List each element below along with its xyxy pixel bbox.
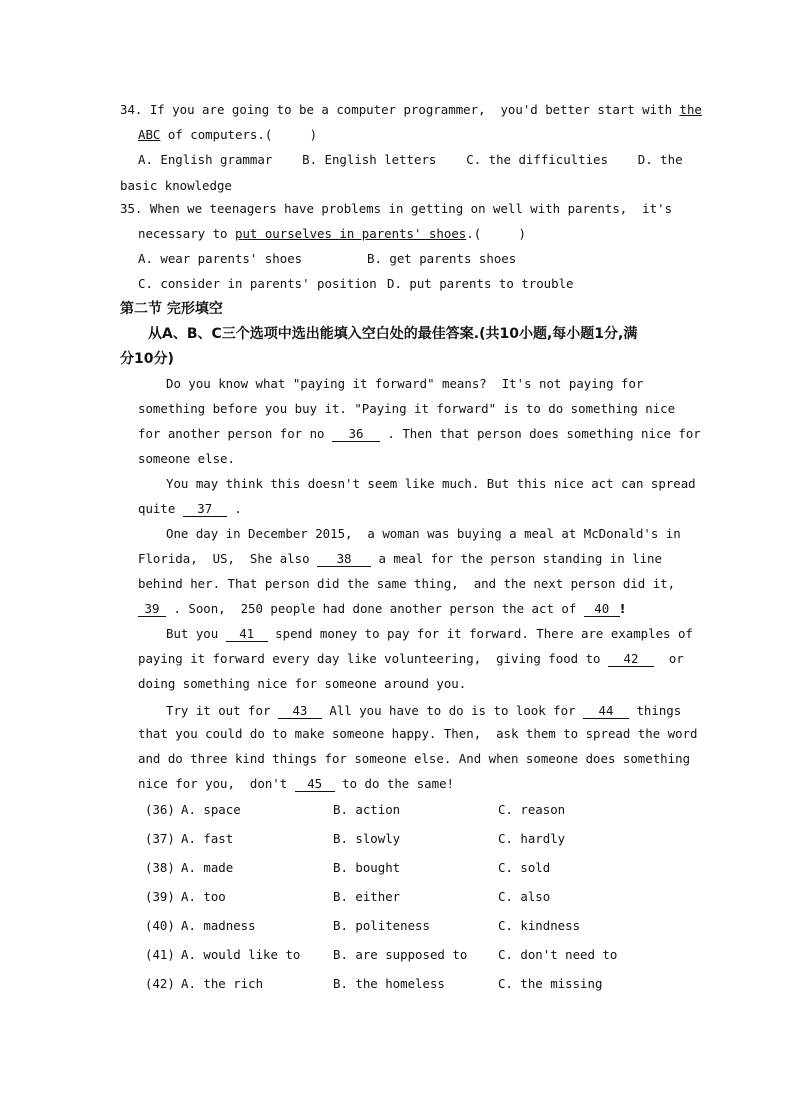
option-a: A. madness xyxy=(181,918,256,933)
option-b: B. the homeless xyxy=(333,976,445,991)
option-b: B. bought xyxy=(333,860,401,875)
option-c: C. hardly xyxy=(498,831,566,846)
option-c: C. kindness xyxy=(498,918,581,933)
q35-option-d: D. put parents to trouble xyxy=(387,276,574,291)
q35-option-c: C. consider in parents' position xyxy=(138,276,377,291)
option-c: C. also xyxy=(498,889,551,904)
passage-p5-line4: nice for you, don't 45 to do the same! xyxy=(138,776,455,791)
blank-41: 41 xyxy=(226,626,268,642)
q35-option-a: A. wear parents' shoes xyxy=(138,251,303,266)
passage-p4-line1: But you 41 spend money to pay for it forward. There are examples of xyxy=(166,626,693,641)
q34-underlined-phrase-cont: ABC xyxy=(138,127,161,142)
q35-underlined-phrase: put ourselves in parents' shoes xyxy=(234,226,467,241)
passage-p2-line1: You may think this doesn't seem like much. But this nice act can spread xyxy=(166,476,696,491)
option-number: (42) xyxy=(145,976,175,991)
passage-p3-line2: Florida, US, She also 38 a meal for the person standing in line xyxy=(138,551,662,566)
q34-stem-line2: ABC of computers.( ) xyxy=(138,127,318,142)
option-c: C. the missing xyxy=(498,976,603,991)
passage-p4-line2: paying it forward every day like volunteering, giving food to 42 or xyxy=(138,651,684,666)
option-number: (40) xyxy=(145,918,175,933)
passage-p1-line4: someone else. xyxy=(138,451,235,466)
option-a: A. made xyxy=(181,860,234,875)
passage-p1-line3: for another person for no 36 . Then that person does something nice for xyxy=(138,426,701,441)
option-b: B. either xyxy=(333,889,401,904)
q35-stem-line2: necessary to put ourselves in parents' shoes.( ) xyxy=(138,226,526,241)
option-a: A. too xyxy=(181,889,226,904)
option-a: A. space xyxy=(181,802,241,817)
option-a: A. the rich xyxy=(181,976,264,991)
blank-44: 44 xyxy=(583,703,629,719)
q34-stem-line1: 34. If you are going to be a computer programmer, you'd better start with the xyxy=(120,102,702,117)
passage-p3-line3: behind her. That person did the same thing, and the next person did it, xyxy=(138,576,676,591)
passage-p4-line3: doing something nice for someone around you. xyxy=(138,676,467,691)
blank-45: 45 xyxy=(295,776,335,792)
q34-options-cont: basic knowledge xyxy=(120,178,232,193)
option-b: B. slowly xyxy=(333,831,401,846)
option-c: C. don't need to xyxy=(498,947,618,962)
passage-p5-line3: and do three kind things for someone else. And when someone does something xyxy=(138,751,691,766)
option-number: (38) xyxy=(145,860,175,875)
passage-p3-line1: One day in December 2015, a woman was buying a meal at McDonald's in xyxy=(166,526,681,541)
passage-p3-line4: 39 . Soon, 250 people had done another person the act of 40 ! xyxy=(138,600,625,618)
option-number: (41) xyxy=(145,947,175,962)
section-instruction-cont: 分10分) xyxy=(120,351,174,367)
option-c: C. sold xyxy=(498,860,551,875)
blank-43: 43 xyxy=(278,703,322,719)
blank-39: 39 xyxy=(138,601,166,617)
option-number: (37) xyxy=(145,831,175,846)
option-b: B. are supposed to xyxy=(333,947,468,962)
passage-p5-line2: that you could do to make someone happy. Then, ask them to spread the word xyxy=(138,726,698,741)
option-b: B. politeness xyxy=(333,918,430,933)
blank-37: 37 xyxy=(183,501,227,517)
option-c: C. reason xyxy=(498,802,566,817)
q35-stem-line1: 35. When we teenagers have problems in getting on well with parents, it's xyxy=(120,201,673,216)
section-title: 第二节 完形填空 xyxy=(120,301,223,317)
passage-p5-line1: Try it out for 43 All you have to do is to look for 44 things xyxy=(166,703,682,718)
blank-36: 36 xyxy=(332,426,380,442)
passage-p1-line1: Do you know what "paying it forward" means? It's not paying for xyxy=(166,376,644,391)
blank-42: 42 xyxy=(608,651,654,667)
q35-option-b: B. get parents shoes xyxy=(367,251,517,266)
option-number: (36) xyxy=(145,802,175,817)
option-number: (39) xyxy=(145,889,175,904)
q34-underlined-phrase: the xyxy=(679,102,702,117)
blank-40: 40 xyxy=(584,601,620,617)
passage-p1-line2: something before you buy it. "Paying it forward" is to do something nice xyxy=(138,401,676,416)
option-a: A. fast xyxy=(181,831,234,846)
option-a: A. would like to xyxy=(181,947,301,962)
q34-options: A. English grammar B. English letters C. the difficulties D. the xyxy=(138,152,683,167)
option-b: B. action xyxy=(333,802,401,817)
passage-p2-line2: quite 37 . xyxy=(138,501,242,516)
section-instruction: 从A、B、C三个选项中选出能填入空白处的最佳答案.(共10小题,每小题1分,满 xyxy=(148,326,638,342)
blank-38: 38 xyxy=(317,551,371,567)
